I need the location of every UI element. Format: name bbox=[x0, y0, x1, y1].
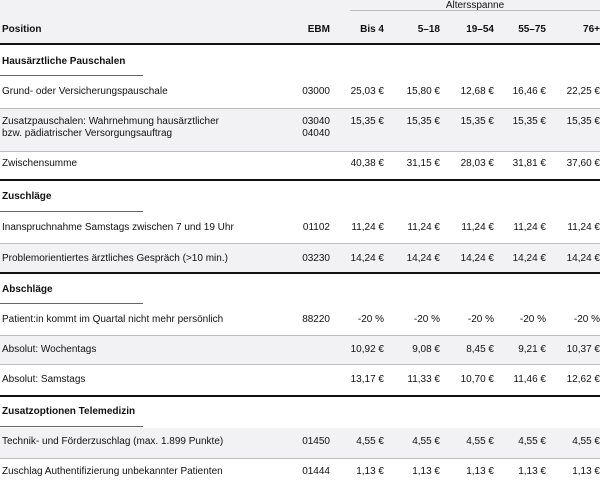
row-divider bbox=[0, 364, 600, 365]
cell-value: 11,33 € bbox=[407, 374, 440, 385]
cell-value: 31,81 € bbox=[512, 158, 546, 169]
cell-value: 15,35 € bbox=[460, 116, 494, 127]
cell-value: 9,08 € bbox=[412, 344, 440, 355]
row-divider bbox=[0, 108, 600, 109]
section-title: Zuschläge bbox=[2, 191, 52, 202]
cell-value: 31,15 € bbox=[406, 158, 440, 169]
cell-value: 9,21 € bbox=[518, 344, 546, 355]
col-header-position: Position bbox=[2, 24, 42, 35]
section-divider bbox=[0, 179, 600, 181]
cell-value: 4,55 € bbox=[412, 436, 440, 447]
cell-position: Absolut: Samstags bbox=[2, 374, 86, 385]
cell-ebm: 03040 bbox=[302, 116, 330, 127]
cell-value: 10,37 € bbox=[566, 344, 600, 355]
section-title-underline bbox=[0, 75, 143, 76]
cell-value: 13,17 € bbox=[350, 374, 384, 385]
cell-position: Zusatzpauschalen: Wahrnehmung hausärztlicher bbox=[2, 116, 219, 127]
cell-value: -20 % bbox=[573, 314, 600, 325]
cell-value: 16,46 € bbox=[512, 86, 546, 97]
cell-position: Problemorientiertes ärztliches Gespräch (>10 min.) bbox=[2, 253, 228, 264]
cell-value: 12,62 € bbox=[566, 374, 600, 385]
cell-value: 11,46 € bbox=[513, 374, 546, 385]
cell-value: 11,24 € bbox=[407, 222, 440, 233]
cell-value: 22,25 € bbox=[566, 86, 600, 97]
cell-value: 11,24 € bbox=[513, 222, 546, 233]
cell-value: 15,35 € bbox=[566, 116, 600, 127]
cell-value: 1,13 € bbox=[466, 466, 494, 477]
cell-position: Zuschlag Authentifizierung unbekannter Patienten bbox=[2, 466, 223, 477]
cell-value: 10,70 € bbox=[460, 374, 494, 385]
cell-value: 1,13 € bbox=[356, 466, 384, 477]
cell-value: 11,24 € bbox=[567, 222, 600, 233]
row-divider bbox=[0, 458, 600, 459]
col-header-age: 5–18 bbox=[417, 24, 440, 35]
cell-value: 15,35 € bbox=[512, 116, 546, 127]
cell-ebm: 04040 bbox=[302, 128, 330, 139]
cell-value: 37,60 € bbox=[566, 158, 600, 169]
cell-ebm: 01444 bbox=[302, 466, 330, 477]
cell-position: Absolut: Wochentags bbox=[2, 344, 97, 355]
cell-value: 15,80 € bbox=[406, 86, 440, 97]
cell-value: -20 % bbox=[467, 314, 494, 325]
cell-value: 4,55 € bbox=[518, 436, 546, 447]
cell-value: 4,55 € bbox=[572, 436, 600, 447]
row-divider bbox=[0, 243, 600, 244]
col-header-age: 19–54 bbox=[466, 24, 494, 35]
cell-ebm: 03230 bbox=[302, 253, 330, 264]
col-header-age: 76+ bbox=[583, 24, 600, 35]
section-title: Zusatzoptionen Telemedizin bbox=[2, 406, 136, 417]
section-divider bbox=[0, 272, 600, 274]
row-divider bbox=[0, 151, 600, 152]
cell-value: -20 % bbox=[357, 314, 384, 325]
cell-ebm: 01450 bbox=[302, 436, 330, 447]
section-divider bbox=[0, 43, 600, 45]
cell-position: Grund- oder Versicherungspauschale bbox=[2, 86, 168, 97]
cell-value: 14,24 € bbox=[350, 253, 384, 264]
cell-value: 15,35 € bbox=[350, 116, 384, 127]
cell-value: 1,13 € bbox=[412, 466, 440, 477]
col-header-age: Bis 4 bbox=[360, 24, 384, 35]
cell-ebm: 03000 bbox=[302, 86, 330, 97]
cell-value: 40,38 € bbox=[350, 158, 384, 169]
cell-position: bzw. pädiatrischer Versorgungsauftrag bbox=[2, 128, 173, 139]
cell-value: -20 % bbox=[519, 314, 546, 325]
cell-value: 28,03 € bbox=[460, 158, 494, 169]
cell-value: 14,24 € bbox=[406, 253, 440, 264]
section-title: Hausärztliche Pauschalen bbox=[2, 56, 126, 67]
age-group-label: Altersspanne bbox=[445, 0, 505, 11]
cell-value: 14,24 € bbox=[512, 253, 546, 264]
cell-value: 4,55 € bbox=[466, 436, 494, 447]
cell-ebm: 01102 bbox=[302, 222, 330, 233]
section-title-underline bbox=[0, 211, 143, 212]
section-title-underline bbox=[0, 303, 143, 304]
cell-position: Inanspruchnahme Samstags zwischen 7 und 19 Uhr bbox=[2, 222, 234, 233]
row-divider bbox=[0, 335, 600, 336]
cell-position: Patient:in kommt im Quartal nicht mehr persönlich bbox=[2, 314, 224, 325]
cell-value: 10,92 € bbox=[350, 344, 384, 355]
section-title: Abschläge bbox=[2, 284, 53, 295]
cell-value: 8,45 € bbox=[466, 344, 494, 355]
cell-position: Zwischensumme bbox=[2, 158, 78, 169]
cell-value: 15,35 € bbox=[406, 116, 440, 127]
cell-value: 14,24 € bbox=[460, 253, 494, 264]
cell-value: 12,68 € bbox=[460, 86, 494, 97]
cell-value: -20 % bbox=[413, 314, 440, 325]
cell-value: 1,13 € bbox=[572, 466, 600, 477]
cell-position: Technik- und Förderzuschlag (max. 1.899 Punkte) bbox=[2, 436, 224, 447]
cell-value: 14,24 € bbox=[566, 253, 600, 264]
cell-value: 25,03 € bbox=[350, 86, 384, 97]
section-title-underline bbox=[0, 426, 143, 427]
section-divider bbox=[0, 395, 600, 397]
cell-value: 4,55 € bbox=[356, 436, 384, 447]
col-header-age: 55–75 bbox=[518, 24, 546, 35]
col-header-ebm: EBM bbox=[307, 24, 330, 35]
cell-value: 1,13 € bbox=[518, 466, 546, 477]
cell-ebm: 88220 bbox=[302, 314, 330, 325]
cell-value: 11,24 € bbox=[351, 222, 384, 233]
cell-value: 11,24 € bbox=[461, 222, 494, 233]
